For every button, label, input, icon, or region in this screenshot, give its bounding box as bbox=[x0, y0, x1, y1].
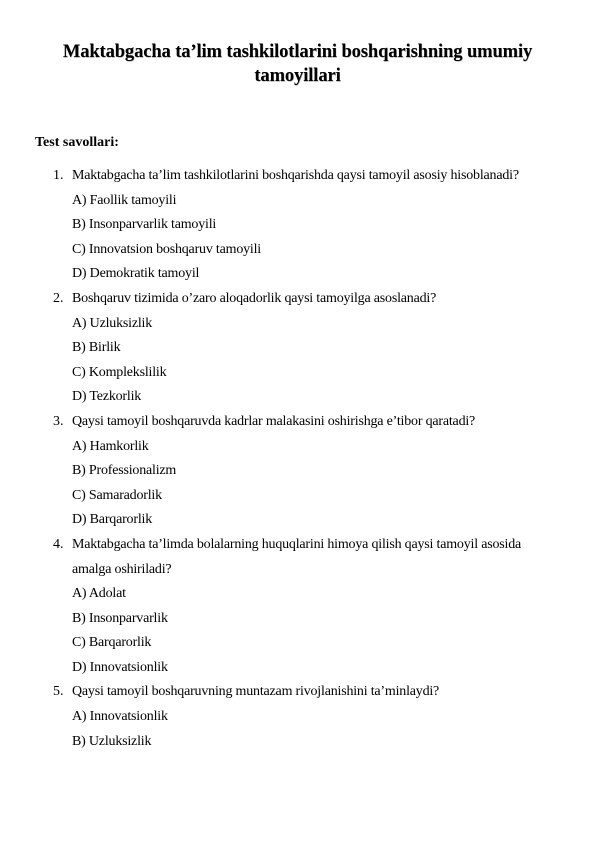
answer-option: B) Insonparvarlik tamoyili bbox=[72, 217, 217, 233]
answer-option: D) Tezkorlik bbox=[72, 389, 142, 405]
question-item bbox=[0, 410, 595, 533]
question-number: 1. bbox=[53, 168, 64, 183]
answer-option: B) Professionalizm bbox=[72, 463, 177, 479]
answer-option: A) Adolat bbox=[72, 586, 126, 602]
answer-option: D) Innovatsionlik bbox=[72, 659, 168, 675]
question-number: 2. bbox=[53, 290, 64, 306]
section-heading: Test savollari: bbox=[35, 135, 119, 150]
document-title-line-2: tamoyillari bbox=[254, 66, 341, 86]
question-item bbox=[0, 287, 595, 410]
answer-option: B) Birlik bbox=[72, 340, 121, 356]
question-number: 4. bbox=[53, 536, 64, 552]
answer-option: A) Hamkorlik bbox=[72, 438, 149, 454]
question-number: 5. bbox=[53, 684, 64, 700]
question-text: Qaysi tamoyil boshqaruvda kadrlar malakasini oshirishga e’tibor qaratadi? bbox=[72, 413, 476, 429]
answer-option: C) Samaradorlik bbox=[72, 487, 162, 503]
answer-option: A) Innovatsionlik bbox=[72, 709, 168, 725]
question-text: Maktabgacha ta’limda bolalarning huquqlarini himoya qilish qaysi tamoyil asosida amalga oshiriladi? bbox=[72, 536, 522, 577]
document-title bbox=[40, 40, 555, 88]
question-item bbox=[0, 680, 595, 754]
question-item bbox=[0, 164, 595, 287]
answer-option: C) Komplekslilik bbox=[72, 364, 167, 380]
document-title-line-1: Maktabgacha ta’lim tashkilotlarini boshqarishning umumiy bbox=[62, 42, 533, 62]
answer-option: C) Barqarorlik bbox=[72, 635, 152, 651]
answer-option: D) Barqarorlik bbox=[72, 512, 153, 528]
question-text: Qaysi tamoyil boshqaruvning muntazam rivojlanishini ta’minlaydi? bbox=[72, 684, 440, 700]
question-text: Boshqaruv tizimida o’zaro aloqadorlik qaysi tamoyilga asoslanadi? bbox=[72, 290, 437, 306]
answer-option: A) Faollik tamoyili bbox=[72, 192, 177, 208]
question-list bbox=[0, 164, 595, 754]
question-text: Maktabgacha ta’lim tashkilotlarini boshqarishda qaysi tamoyil asosiy hisoblanadi? bbox=[72, 168, 519, 183]
question-number: 3. bbox=[53, 413, 64, 429]
answer-option: A) Uzluksizlik bbox=[72, 315, 153, 331]
answer-option: D) Demokratik tamoyil bbox=[72, 266, 200, 282]
answer-option: B) Uzluksizlik bbox=[72, 733, 152, 749]
answer-option: C) Innovatsion boshqaruv tamoyili bbox=[72, 241, 261, 257]
question-item bbox=[0, 533, 595, 681]
answer-option: B) Insonparvarlik bbox=[72, 610, 168, 626]
